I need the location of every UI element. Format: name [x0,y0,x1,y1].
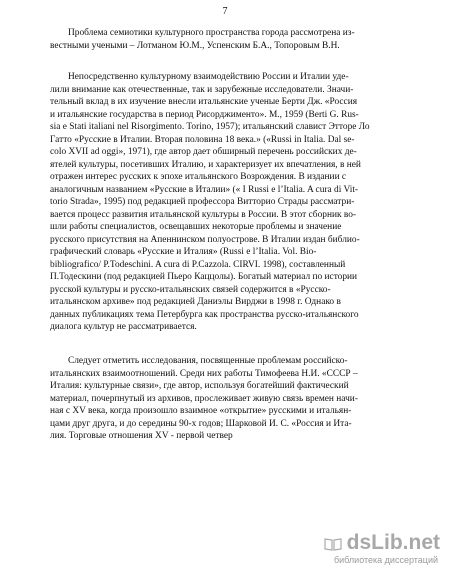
text-line: диалога культур не рассматривается. [50,322,197,332]
text-line: цами друг друга, и до середины 90-х годов; Шарковой И. С. «Россия и Ита- [50,418,352,429]
text-line: П.Тодескини (под редакцией Пьеро Каццолы). Богатый материал по истории [50,272,358,282]
book-icon [324,537,342,551]
text-line: отражен интерес русских к эпохе итальянского Возрождения. В издании с [50,172,347,182]
text-line: лия. Торговые отношения XV - первой четвер [50,431,233,441]
text-line: Непосредственно культурному взаимодействию России и Италии уде- [68,72,349,82]
text-line: вается процесс развития итальянской культуры в России. В этот сборник во- [50,209,357,220]
text-line: и итальянские государства в период Рисорджименто». М., 1959 (Berti G. Rus- [50,109,359,120]
paragraph [50,27,420,52]
text-line: данных публикациях тема Петербурга как пространства русско-итальянского [50,309,359,320]
page-number: 7 [222,6,228,17]
text-line: аналогичным названием «Русские в Италии» (« I Russi e l’Italia. A cura di Vit- [50,184,359,195]
watermark [330,531,440,571]
text-line: лили внимание как отечественные, так и зарубежные исследователи. Значи- [50,84,354,95]
text-line: графический словарь «Русские и Италия» (Russi e l’Italia. Vol. Bio- [50,247,317,257]
text-line: шли работы специалистов, освещавших некоторые проблемы и значение [50,222,342,232]
paragraph [50,71,420,334]
text-line: Следует отметить исследования, посвященные проблемам российско- [68,356,348,366]
text-line: colo XVII ad oggi», 1971), где автор дает обширный перечень российских де- [50,147,357,157]
text-line: вестными учеными – Лотманом Ю.М., Успенским Б.А., Топоровым В.Н. [50,40,340,51]
text-line: материал, почерпнутый из архивов, прослеживает живую связь времен начи- [50,393,358,404]
text-line: Проблема семиотики культурного пространства города рассмотрена из- [68,28,355,38]
text-line: русской культуры и русско-итальянских связей содержится в «Русско- [50,284,331,295]
text-line: sia e Stati italiani nel Risorgimento. Torino, 1957); итальянский славист Этторе Ло [50,122,370,132]
text-line: bibliografico/ P.Todeschini. A cura di P.Cazzola. CIRVI. 1998), составленный [50,259,346,270]
text-line: тельный вклад в их изучение внесли итальянские ученые Берти Дж. «Россия [50,97,358,107]
text-line: русского присутствия на Апеннинском полуострове. В Италии издан библио- [50,234,360,245]
text-line: torio Strada», 1995) под редакцией профессора Витторио Страды рассматри- [50,197,355,207]
text-line: Италия: культурные связи», где автор, используя богатейший фактический [50,381,349,391]
text-line: Гатто «Русские в Италии. Вторая половина 18 века.» («Russi in Italia. Dal se- [50,134,355,145]
watermark-subtitle: библиотека диссертаций [333,555,438,565]
text-line: итальянских взаимоотношений. Среди них работы Тимофеева Н.И. «СССР – [50,368,358,379]
text-line: ная с XV века, когда произошло взаимное «открытие» русскими и итальян- [50,406,352,416]
watermark-logo: dsLib.net [346,531,440,554]
text-line: ятелей культуры, посетивших Италию, и характеризует их впечатления, в ней [50,159,361,170]
paragraph [50,355,420,443]
text-line: итальянском архиве» под редакцией Даниэлы Вирджи в 1998 г. Однако в [50,297,341,307]
